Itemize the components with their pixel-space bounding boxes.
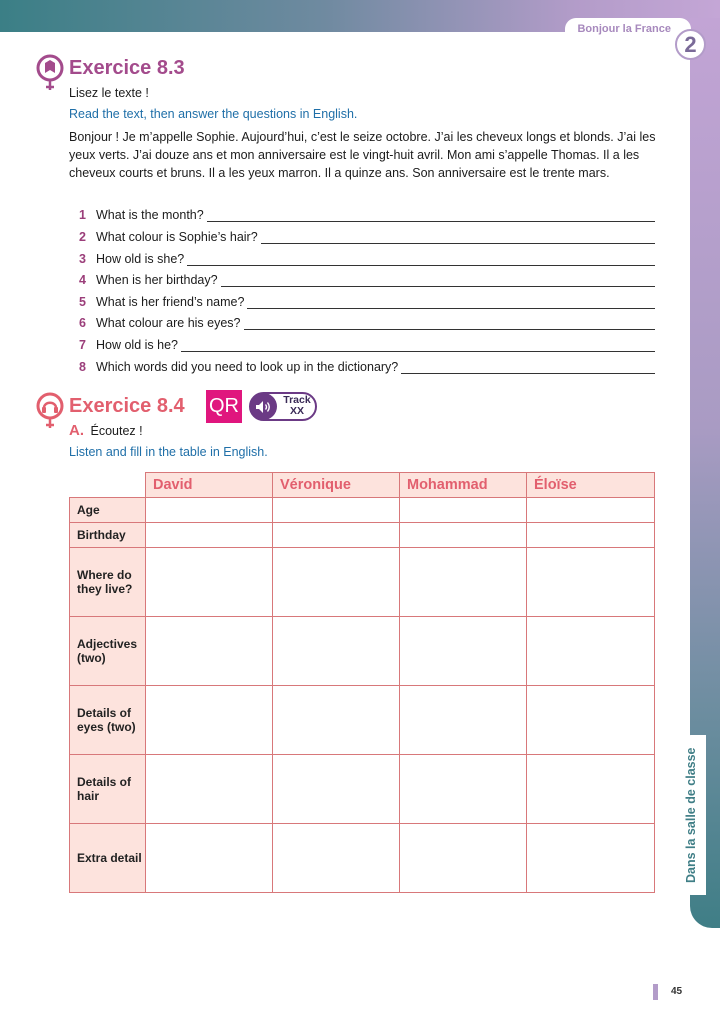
question-text: When is her birthday? xyxy=(96,273,218,287)
question-row xyxy=(69,204,655,222)
question-text: What colour are his eyes? xyxy=(96,316,241,330)
book-title-tab xyxy=(565,18,691,40)
answer-cell[interactable] xyxy=(273,824,400,893)
exercise-8-4-instruction-fr: Écoutez ! xyxy=(90,424,143,438)
exercise-8-3-instruction-fr: Lisez le texte ! xyxy=(69,86,149,100)
answer-line[interactable] xyxy=(187,251,655,266)
question-text: What is her friend’s name? xyxy=(96,295,245,309)
qr-button[interactable]: QR xyxy=(206,390,242,423)
exercise-8-4-instruction-en: Listen and fill in the table in English. xyxy=(69,445,268,459)
side-tab-label: Dans la salle de classe xyxy=(684,747,698,883)
answer-cell[interactable] xyxy=(146,686,273,755)
question-number: 1 xyxy=(79,208,86,222)
exercise-8-3-paragraph: Bonjour ! Je m’appelle Sophie. Aujourd’hui, c’est le seize octobre. J’ai les cheveux longs et blonds. J’ai les yeux verts. J’ai douze ans et mon anniversaire est le vingt-huit avril. Mon ami s’appelle Thomas. Il a les cheveux courts et bruns. Il a les yeux marron. Il a quinze ans. Son anniversaire est le trente mars. xyxy=(69,130,656,181)
question-number: 6 xyxy=(79,316,86,330)
question-number: 2 xyxy=(79,230,86,244)
question-row xyxy=(69,248,655,266)
row-header: Extra detail xyxy=(70,824,146,893)
answer-cell[interactable] xyxy=(527,755,655,824)
page-number: 45 xyxy=(671,986,683,997)
table-corner xyxy=(70,473,146,498)
question-text: What colour is Sophie’s hair? xyxy=(96,230,258,244)
question-number: 8 xyxy=(79,360,86,374)
column-header: David xyxy=(146,473,273,498)
column-header: Mohammad xyxy=(400,473,527,498)
row-header: Birthday xyxy=(70,523,146,548)
balloon-listen-icon xyxy=(36,392,64,430)
exercise-8-3-instruction-en: Read the text, then answer the questions in English. xyxy=(69,107,358,121)
answer-line[interactable] xyxy=(181,337,655,352)
answer-cell[interactable] xyxy=(527,523,655,548)
row-header: Where do they live? xyxy=(70,548,146,617)
answer-cell[interactable] xyxy=(273,548,400,617)
exercise-8-3-title: Exercice 8.3 xyxy=(69,57,185,79)
answer-cell[interactable] xyxy=(400,617,527,686)
answer-line[interactable] xyxy=(221,272,655,287)
question-number: 4 xyxy=(79,273,86,287)
book-title: Bonjour la France xyxy=(577,23,671,35)
answer-line[interactable] xyxy=(207,207,655,222)
answer-cell[interactable] xyxy=(527,548,655,617)
answer-cell[interactable] xyxy=(146,498,273,523)
answer-cell[interactable] xyxy=(146,824,273,893)
question-number: 3 xyxy=(79,252,86,266)
answer-cell[interactable] xyxy=(527,824,655,893)
answer-line[interactable] xyxy=(244,315,655,330)
question-row xyxy=(69,356,655,374)
row-header: Details of hair xyxy=(70,755,146,824)
answer-cell[interactable] xyxy=(146,617,273,686)
question-text: Which words did you need to look up in the dictionary? xyxy=(96,360,399,374)
answer-cell[interactable] xyxy=(273,686,400,755)
question-row xyxy=(69,269,655,287)
answer-cell[interactable] xyxy=(400,755,527,824)
question-number: 5 xyxy=(79,295,86,309)
row-header: Age xyxy=(70,498,146,523)
answer-line[interactable] xyxy=(261,229,655,244)
row-header: Adjectives (two) xyxy=(70,617,146,686)
exercise-8-4-title: Exercice 8.4 xyxy=(69,395,185,417)
question-row xyxy=(69,291,655,309)
track-label-word: Track xyxy=(283,394,311,406)
balloon-read-icon xyxy=(36,54,64,92)
chapter-badge: 2 xyxy=(675,29,706,60)
answer-cell[interactable] xyxy=(527,686,655,755)
exercise-8-4-part-a xyxy=(69,422,143,439)
part-letter: A. xyxy=(69,422,84,439)
track-label xyxy=(280,395,314,417)
question-text: What is the month? xyxy=(96,208,204,222)
answer-cell[interactable] xyxy=(146,755,273,824)
column-header: Véronique xyxy=(273,473,400,498)
question-row xyxy=(69,226,655,244)
page-number-bar xyxy=(653,984,658,1000)
answer-line[interactable] xyxy=(401,359,655,374)
answer-line[interactable] xyxy=(247,294,655,309)
question-row xyxy=(69,334,655,352)
column-header: Éloïse xyxy=(527,473,655,498)
answer-cell[interactable] xyxy=(273,617,400,686)
listening-table xyxy=(69,472,655,893)
answer-cell[interactable] xyxy=(146,548,273,617)
question-text: How old is he? xyxy=(96,338,178,352)
answer-cell[interactable] xyxy=(400,498,527,523)
answer-cell[interactable] xyxy=(400,686,527,755)
speaker-icon xyxy=(250,393,277,420)
answer-cell[interactable] xyxy=(400,523,527,548)
track-label-number: XX xyxy=(289,405,304,417)
question-row xyxy=(69,312,655,330)
answer-cell[interactable] xyxy=(273,498,400,523)
answer-cell[interactable] xyxy=(400,548,527,617)
answer-cell[interactable] xyxy=(400,824,527,893)
answer-cell[interactable] xyxy=(527,617,655,686)
answer-cell[interactable] xyxy=(527,498,655,523)
row-header: Details of eyes (two) xyxy=(70,686,146,755)
answer-cell[interactable] xyxy=(273,523,400,548)
answer-cell[interactable] xyxy=(273,755,400,824)
question-text: How old is she? xyxy=(96,252,185,266)
answer-cell[interactable] xyxy=(146,523,273,548)
question-number: 7 xyxy=(79,338,86,352)
